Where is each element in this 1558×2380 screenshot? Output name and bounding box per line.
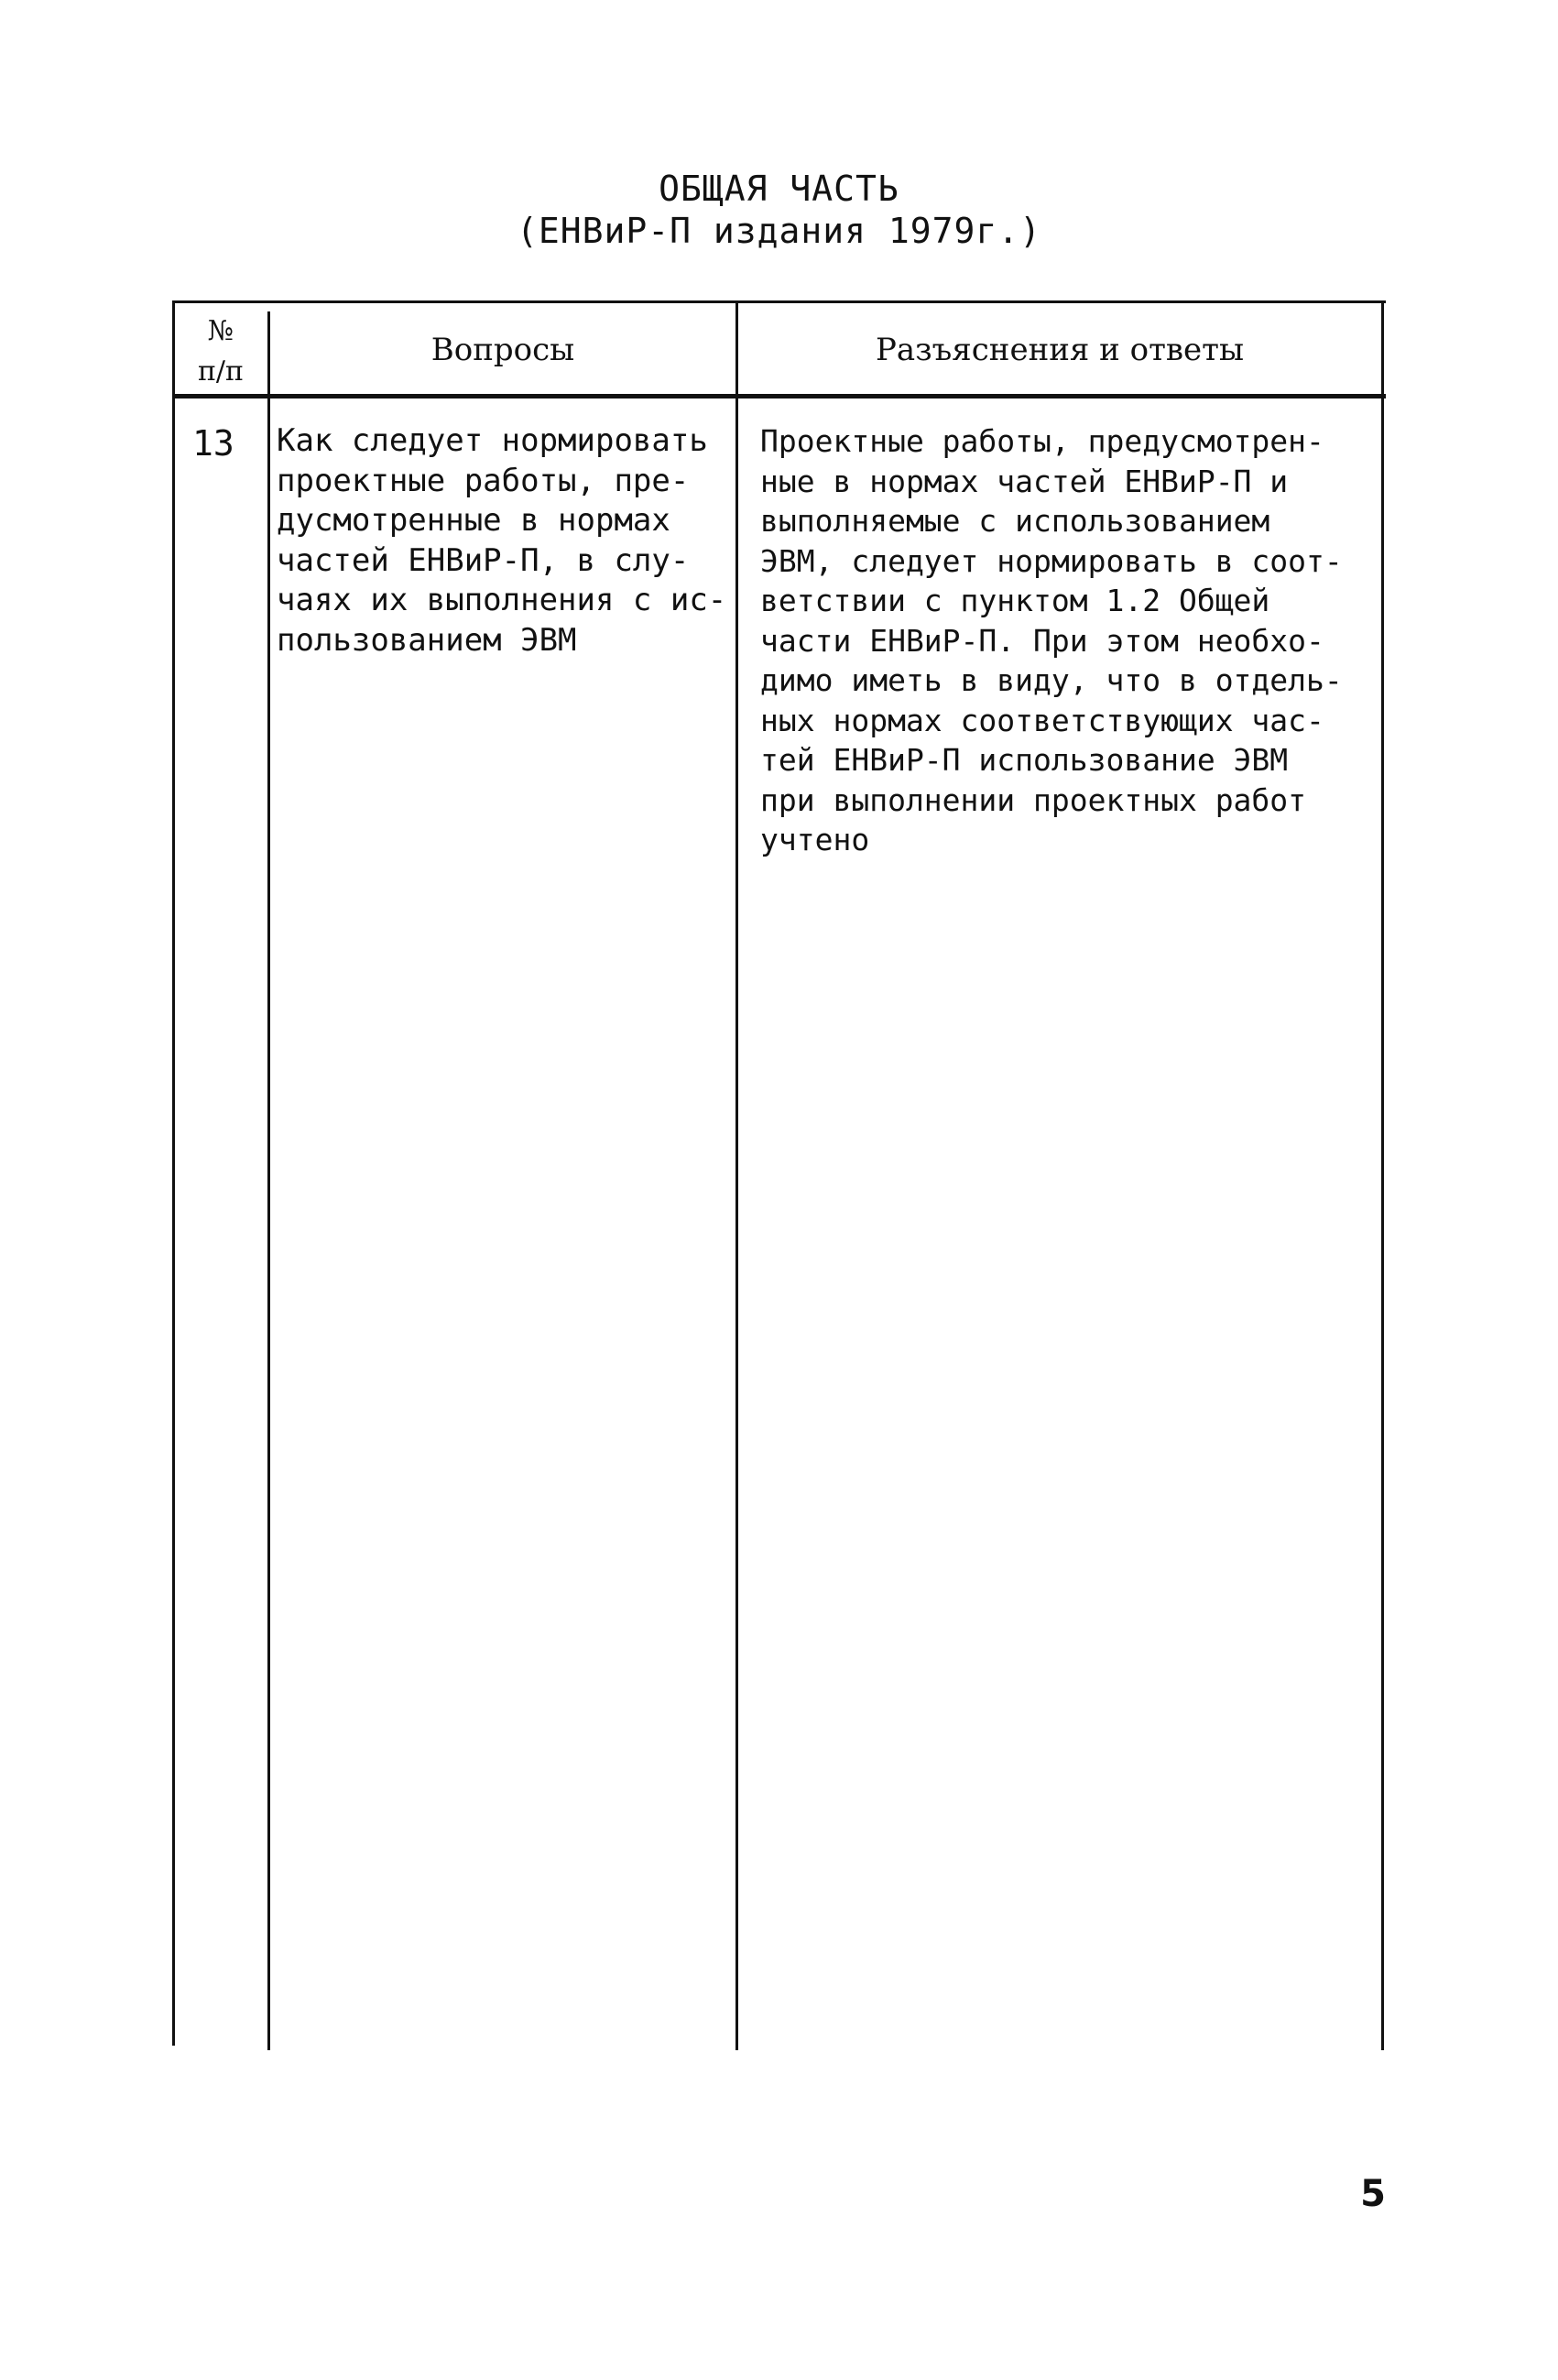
table-col-divider-2 — [735, 300, 738, 2050]
table-top-border — [172, 300, 1386, 303]
document-title: ОБЩАЯ ЧАСТЬ — [659, 169, 899, 209]
row-number: 13 — [192, 423, 234, 464]
document-subtitle: (ЕНВиР-П издания 1979г.) — [516, 211, 1042, 251]
column-header-num: № п/п — [197, 315, 245, 388]
row-answer: Проектные работы, предусмотрен- ные в нормах частей ЕНВиР-П и выполняемые с использованием ЭВМ, следует нормировать в соот- ветствии с пунктом 1.2 Общей части ЕНВиР-П. При этом необхо- димо иметь в виду, что в отдель- ных нормах соответствующих час- тей ЕНВиР-П использование ЭВМ при выполнении проектных работ учтено — [760, 423, 1343, 857]
row-question: Как следует нормировать проектные работы, пре- дусмотренные в нормах частей ЕНВиР-П, в слу- чаях их выполнения с ис- пользованием ЭВМ — [277, 422, 727, 659]
page-number: 5 — [1360, 2173, 1386, 2215]
table-header-border — [172, 394, 1386, 398]
table-left-border — [172, 300, 175, 2046]
column-header-answer: Разъяснения и ответы — [875, 332, 1245, 368]
column-header-question: Вопросы — [430, 332, 575, 368]
table-right-border — [1381, 300, 1384, 2050]
table-col-divider-1 — [267, 311, 270, 2050]
